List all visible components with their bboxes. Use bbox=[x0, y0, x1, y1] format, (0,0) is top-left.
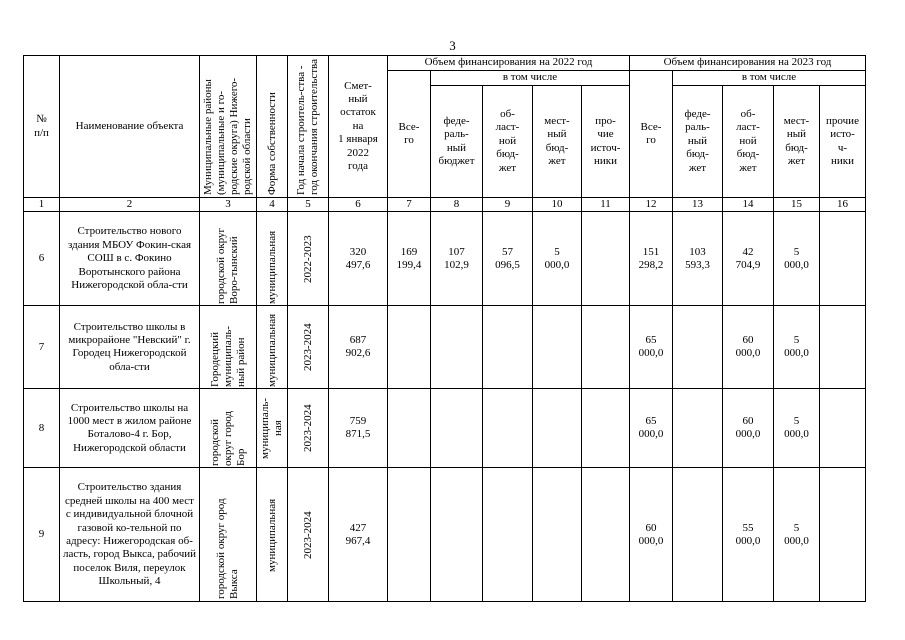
other-2022 bbox=[582, 389, 630, 468]
district: городской округ ород Выкса bbox=[200, 468, 257, 602]
object-name: Строительство здания средней школы на 400 мест с индивидуальной блочной газовой ко-тельной по адресу: Нижегородская об-ласть, город Выкса, рабочий поселок Виля, переулок Школьный, 4 bbox=[60, 468, 200, 602]
estimated-remainder: 320 497,6 bbox=[329, 212, 388, 306]
table-row bbox=[24, 212, 866, 306]
local-2022 bbox=[533, 389, 582, 468]
col-number: 14 bbox=[723, 198, 774, 212]
other-2023 bbox=[820, 468, 866, 602]
total-2022 bbox=[388, 306, 431, 389]
header-row-1 bbox=[24, 56, 866, 71]
header-fin-2023: Объем финансирования на 2023 год bbox=[630, 56, 866, 71]
federal-2023 bbox=[673, 468, 723, 602]
ownership: муниципальная bbox=[257, 212, 288, 306]
regional-2022 bbox=[483, 306, 533, 389]
construction-years: 2023-2024 bbox=[288, 389, 329, 468]
col-number: 10 bbox=[533, 198, 582, 212]
header-federal-2022: феде- раль- ный бюджет bbox=[431, 86, 483, 198]
header-other-2022: про- чие источ- ники bbox=[582, 86, 630, 198]
other-2022 bbox=[582, 212, 630, 306]
regional-2023: 60 000,0 bbox=[723, 389, 774, 468]
ownership: муниципальная bbox=[257, 306, 288, 389]
header-remainder: Смет- ный остаток на 1 января 2022 года bbox=[329, 56, 388, 198]
local-2023: 5 000,0 bbox=[774, 306, 820, 389]
row-number: 8 bbox=[24, 389, 60, 468]
header-including-2022: в том числе bbox=[431, 71, 630, 86]
total-2023: 65 000,0 bbox=[630, 389, 673, 468]
total-2022: 169 199,4 bbox=[388, 212, 431, 306]
regional-2023: 42 704,9 bbox=[723, 212, 774, 306]
header-regional-2022: об- ласт- ной бюд- жет bbox=[483, 86, 533, 198]
header-total-2022: Все- го bbox=[388, 71, 431, 198]
other-2022 bbox=[582, 468, 630, 602]
federal-2022 bbox=[431, 468, 483, 602]
other-2022 bbox=[582, 306, 630, 389]
object-name: Строительство школы на 1000 мест в жилом районе Боталово-4 г. Бор, Нижегородской области bbox=[60, 389, 200, 468]
total-2023: 60 000,0 bbox=[630, 468, 673, 602]
federal-2023 bbox=[673, 306, 723, 389]
ownership: муниципальная bbox=[257, 468, 288, 602]
construction-years: 2023-2024 bbox=[288, 468, 329, 602]
col-number: 2 bbox=[60, 198, 200, 212]
header-district: Муниципальные районы (муниципальные и го-родские округа) Нижего-родской области bbox=[200, 56, 257, 198]
ownership: муниципаль-ная bbox=[257, 389, 288, 468]
construction-years: 2022-2023 bbox=[288, 212, 329, 306]
header-total-2023: Все- го bbox=[630, 71, 673, 198]
local-2023: 5 000,0 bbox=[774, 212, 820, 306]
federal-2022 bbox=[431, 306, 483, 389]
federal-2022: 107 102,9 bbox=[431, 212, 483, 306]
total-2023: 65 000,0 bbox=[630, 306, 673, 389]
local-2022 bbox=[533, 468, 582, 602]
header-years: Год начала строитель-ства - год окончания строительства bbox=[288, 56, 329, 198]
estimated-remainder: 427 967,4 bbox=[329, 468, 388, 602]
col-number: 8 bbox=[431, 198, 483, 212]
header-local-2022: мест- ный бюд- жет bbox=[533, 86, 582, 198]
col-number: 1 bbox=[24, 198, 60, 212]
other-2023 bbox=[820, 212, 866, 306]
district: городской округ Воро-тынский bbox=[200, 212, 257, 306]
page-number: 3 bbox=[449, 38, 456, 53]
federal-2023 bbox=[673, 389, 723, 468]
header-including-2023: в том числе bbox=[673, 71, 866, 86]
district: городской округ город Бор bbox=[200, 389, 257, 468]
column-numbers-row bbox=[24, 198, 866, 212]
col-number: 13 bbox=[673, 198, 723, 212]
col-number: 5 bbox=[288, 198, 329, 212]
col-number: 7 bbox=[388, 198, 431, 212]
header-other-2023: прочие исто- ч- ники bbox=[820, 86, 866, 198]
col-number: 12 bbox=[630, 198, 673, 212]
object-name: Строительство школы в микрорайоне "Невский" г. Городец Нижегородской обла-сти bbox=[60, 306, 200, 389]
header-federal-2023: феде- раль- ный бюд- жет bbox=[673, 86, 723, 198]
federal-2023: 103 593,3 bbox=[673, 212, 723, 306]
table-row bbox=[24, 306, 866, 389]
header-ownership: Форма собственности bbox=[257, 56, 288, 198]
col-number: 9 bbox=[483, 198, 533, 212]
header-local-2023: мест- ный бюд- жет bbox=[774, 86, 820, 198]
regional-2022 bbox=[483, 389, 533, 468]
local-2023: 5 000,0 bbox=[774, 468, 820, 602]
district: Городецкий муниципаль-ный район bbox=[200, 306, 257, 389]
federal-2022 bbox=[431, 389, 483, 468]
total-2022 bbox=[388, 389, 431, 468]
local-2023: 5 000,0 bbox=[774, 389, 820, 468]
local-2022: 5 000,0 bbox=[533, 212, 582, 306]
regional-2022: 57 096,5 bbox=[483, 212, 533, 306]
local-2022 bbox=[533, 306, 582, 389]
col-number: 6 bbox=[329, 198, 388, 212]
col-number: 4 bbox=[257, 198, 288, 212]
table-row bbox=[24, 468, 866, 602]
row-number: 7 bbox=[24, 306, 60, 389]
financing-table bbox=[23, 55, 866, 602]
other-2023 bbox=[820, 389, 866, 468]
header-fin-2022: Объем финансирования на 2022 год bbox=[388, 56, 630, 71]
col-number: 16 bbox=[820, 198, 866, 212]
regional-2022 bbox=[483, 468, 533, 602]
header-name: Наименование объекта bbox=[60, 56, 200, 198]
table-row bbox=[24, 389, 866, 468]
total-2023: 151 298,2 bbox=[630, 212, 673, 306]
estimated-remainder: 687 902,6 bbox=[329, 306, 388, 389]
object-name: Строительство нового здания МБОУ Фокин-ская СОШ в с. Фокино Воротынского района Нижегородской обла-сти bbox=[60, 212, 200, 306]
col-number: 3 bbox=[200, 198, 257, 212]
construction-years: 2023-2024 bbox=[288, 306, 329, 389]
regional-2023: 60 000,0 bbox=[723, 306, 774, 389]
estimated-remainder: 759 871,5 bbox=[329, 389, 388, 468]
header-num: № п/п bbox=[24, 56, 60, 198]
total-2022 bbox=[388, 468, 431, 602]
col-number: 11 bbox=[582, 198, 630, 212]
other-2023 bbox=[820, 306, 866, 389]
regional-2023: 55 000,0 bbox=[723, 468, 774, 602]
col-number: 15 bbox=[774, 198, 820, 212]
header-regional-2023: об- ласт- ной бюд- жет bbox=[723, 86, 774, 198]
row-number: 6 bbox=[24, 212, 60, 306]
row-number: 9 bbox=[24, 468, 60, 602]
